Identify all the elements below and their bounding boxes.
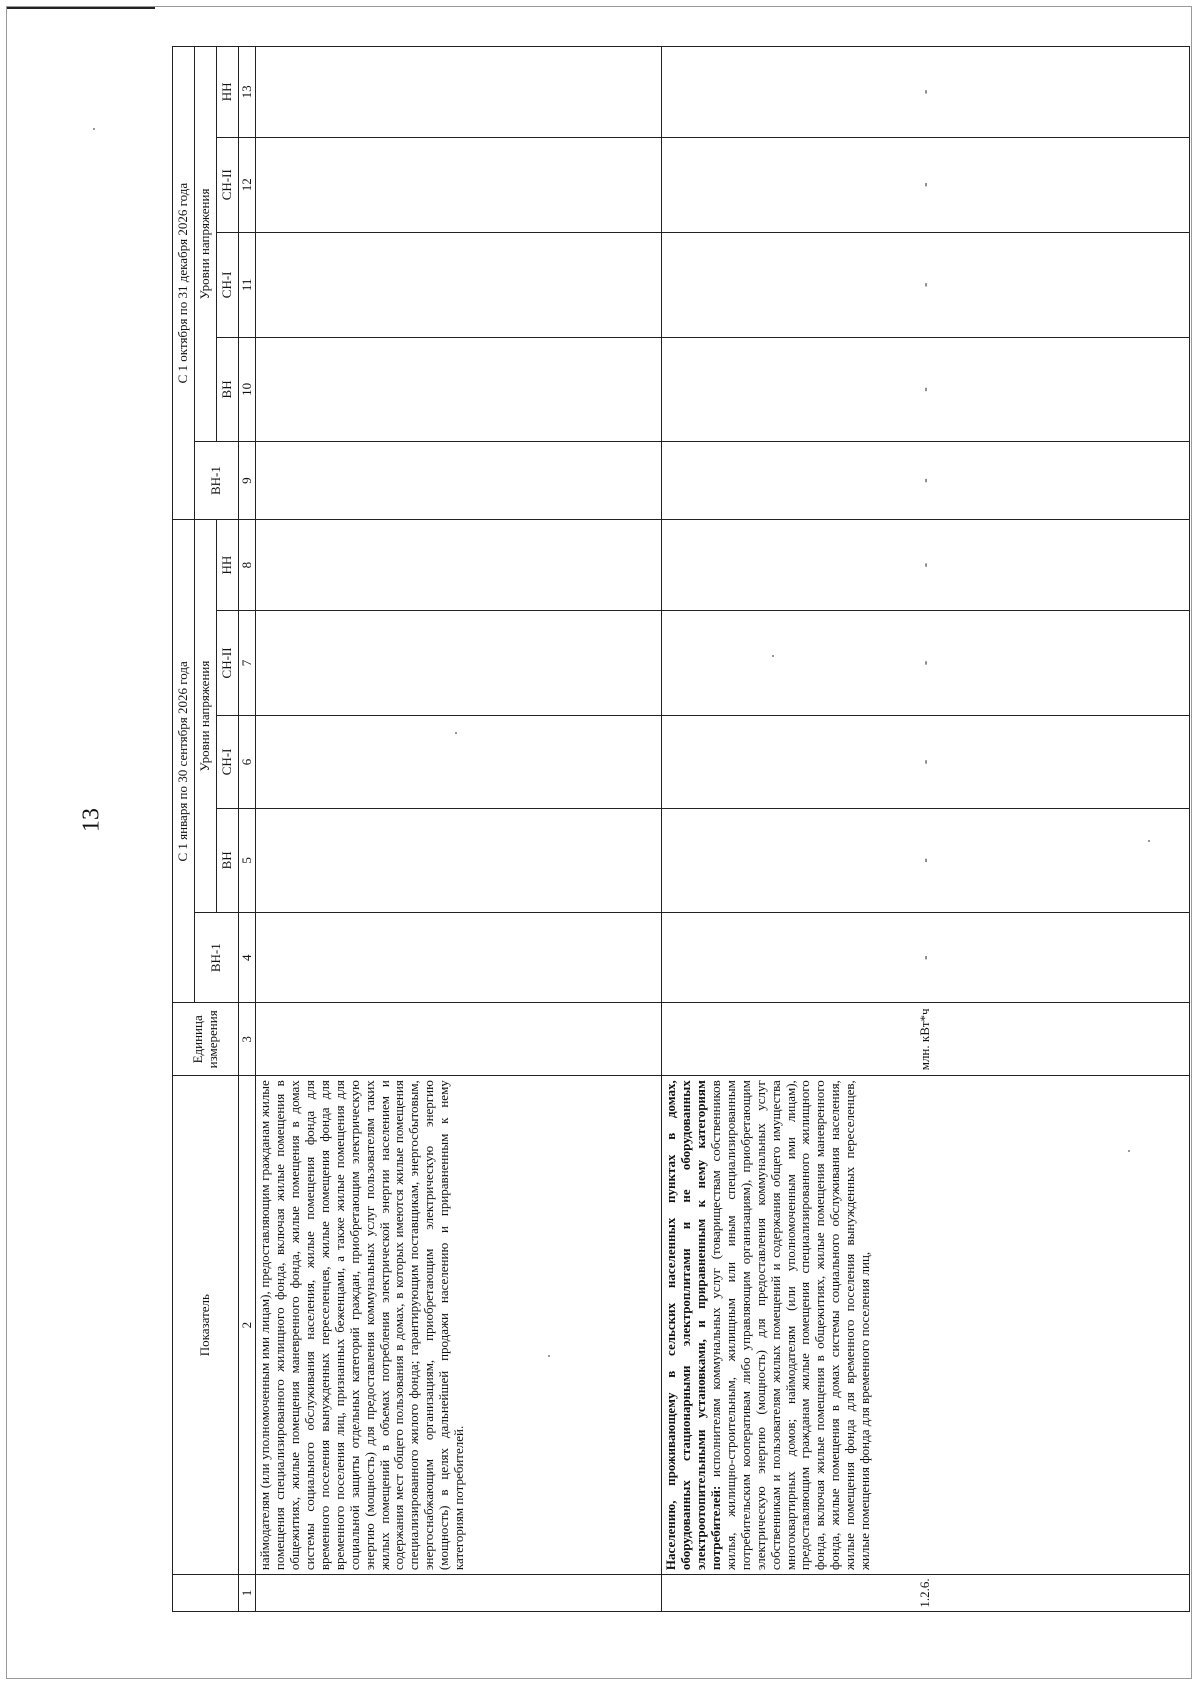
row2-value: - [662, 716, 1190, 809]
row1-value [256, 808, 662, 912]
page-number: 13 [78, 808, 105, 832]
row2-code: 1.2.6. [662, 1575, 1190, 1612]
header-level-p2-sn1: СН-I [217, 232, 239, 337]
row1-value [256, 441, 662, 519]
header-indicator: Показатель [173, 1076, 239, 1575]
scan-speck [548, 1355, 550, 1357]
column-number: 5 [239, 808, 256, 912]
row2-text [662, 1076, 1190, 1575]
row1-value [256, 520, 662, 611]
scan-edge-mark [7, 7, 155, 9]
tariff-table [172, 46, 1190, 1612]
row2-value: - [662, 441, 1190, 519]
table-row [662, 47, 1190, 1612]
scan-speck [1128, 1150, 1130, 1152]
column-number: 4 [239, 912, 256, 1003]
row2-value: - [662, 912, 1190, 1003]
row1-value [256, 232, 662, 337]
row1-unit [256, 1003, 662, 1076]
header-level-p1-vn1: ВН-1 [195, 912, 239, 1003]
header-code-cell [173, 1575, 239, 1612]
rotated-table-container [172, 46, 1190, 1612]
column-number: 1 [239, 1575, 256, 1612]
row1-value [256, 610, 662, 715]
header-period-1: С 1 января по 30 сентября 2026 года [173, 520, 195, 1003]
header-level-p1-sn1: СН-I [217, 716, 239, 809]
header-voltage-levels-p2: Уровни напряжения [195, 47, 217, 442]
header-level-p1-vn: ВН [217, 808, 239, 912]
row2-value: - [662, 232, 1190, 337]
header-level-p1-sn2: СН-II [217, 610, 239, 715]
column-number: 8 [239, 520, 256, 611]
row2-value: - [662, 47, 1190, 138]
row1-value [256, 912, 662, 1003]
row1-value [256, 337, 662, 441]
scan-speck [455, 732, 457, 734]
header-level-p1-nn: НН [217, 520, 239, 611]
row2-value: - [662, 520, 1190, 611]
row2-value: - [662, 137, 1190, 232]
column-number: 6 [239, 716, 256, 809]
header-level-p2-nn: НН [217, 47, 239, 138]
scan-speck [93, 128, 95, 130]
header-level-p2-sn2: СН-II [217, 137, 239, 232]
header-voltage-levels-p1: Уровни напряжения [195, 520, 217, 913]
row2-value: - [662, 808, 1190, 912]
column-number: 12 [239, 137, 256, 232]
column-number: 13 [239, 47, 256, 138]
header-level-p2-vn: ВН [217, 337, 239, 441]
row2-value: - [662, 337, 1190, 441]
row1-value [256, 716, 662, 809]
scan-speck [1148, 840, 1150, 842]
header-level-p2-vn1: ВН-1 [195, 441, 239, 519]
table-row [256, 47, 662, 1612]
column-number: 11 [239, 232, 256, 337]
row2-plain-text: исполнителям коммунальных услуг (товариществам собственников жилья, жилищно-строительным, жилищным или иным специализированным потребительским кооперативам либо управляющим организациям), приобретающим электрическую энергию (мощность) для предоставления коммунальных услуг собственникам и пользователям жилых помещений и содержания общего имущества многоквартирных домов; наймодателям (или уполномоченным ими лицам), предоставляющим гражданам жилые помещения специализированного жилищного фонда, включая жилые помещения в общежитиях, жилые помещения маневренного фонда, жилые помещения в домах системы социального обслуживания населения, жилые помещения фонда для временного поселения вынужденных переселенцев, жилые помещения фонда для временного поселения лиц, [707, 1080, 873, 1571]
row2-bold-text: Населению, проживающему в сельских населенных пунктах в домах, оборудованных стационарными электроплитами и не оборудованных электроотопительными установками, и приравненным к нему категориям потребителей: [663, 1080, 723, 1571]
row1-value [256, 137, 662, 232]
header-unit: Единица измерения [173, 1003, 239, 1076]
column-number: 9 [239, 441, 256, 519]
scan-speck [772, 655, 774, 657]
row2-value: - [662, 610, 1190, 715]
column-number: 3 [239, 1003, 256, 1076]
column-number: 7 [239, 610, 256, 715]
row2-unit: млн. кВт*ч [662, 1003, 1190, 1076]
row1-code [256, 1575, 662, 1612]
header-period-2: С 1 октября по 31 декабря 2026 года [173, 47, 195, 520]
column-number: 2 [239, 1076, 256, 1575]
row1-text: наймодателям (или уполномоченным ими лицам), предоставляющим гражданам жилые помещения специализированного жилищного фонда, включая жилые помещения в общежитиях, жилые помещения маневренного фонда, жилые помещения в домах системы социального обслуживания населения, жилые помещения фонда для временного поселения вынужденных переселенцев, жилые помещения фонда для временного поселения лиц, признанных беженцами, а также жилые помещения для социальной защиты отдельных категорий граждан, приобретающим электрическую энергию (мощность) для предоставления коммунальных услуг пользователям таких жилых помещений в объемах потребления электрической энергии населением и содержания мест общего пользования в домах, в которых имеются жилые помещения специализированного жилого фонда; гарантирующим поставщикам, энергосбытовым, энергоснабжающим организациям, приобретающим электрическую энергию (мощность) в целях дальнейшей продажи населению и приравненным к нему категориям потребителей. [256, 1076, 662, 1575]
row1-value [256, 47, 662, 138]
column-number: 10 [239, 337, 256, 441]
